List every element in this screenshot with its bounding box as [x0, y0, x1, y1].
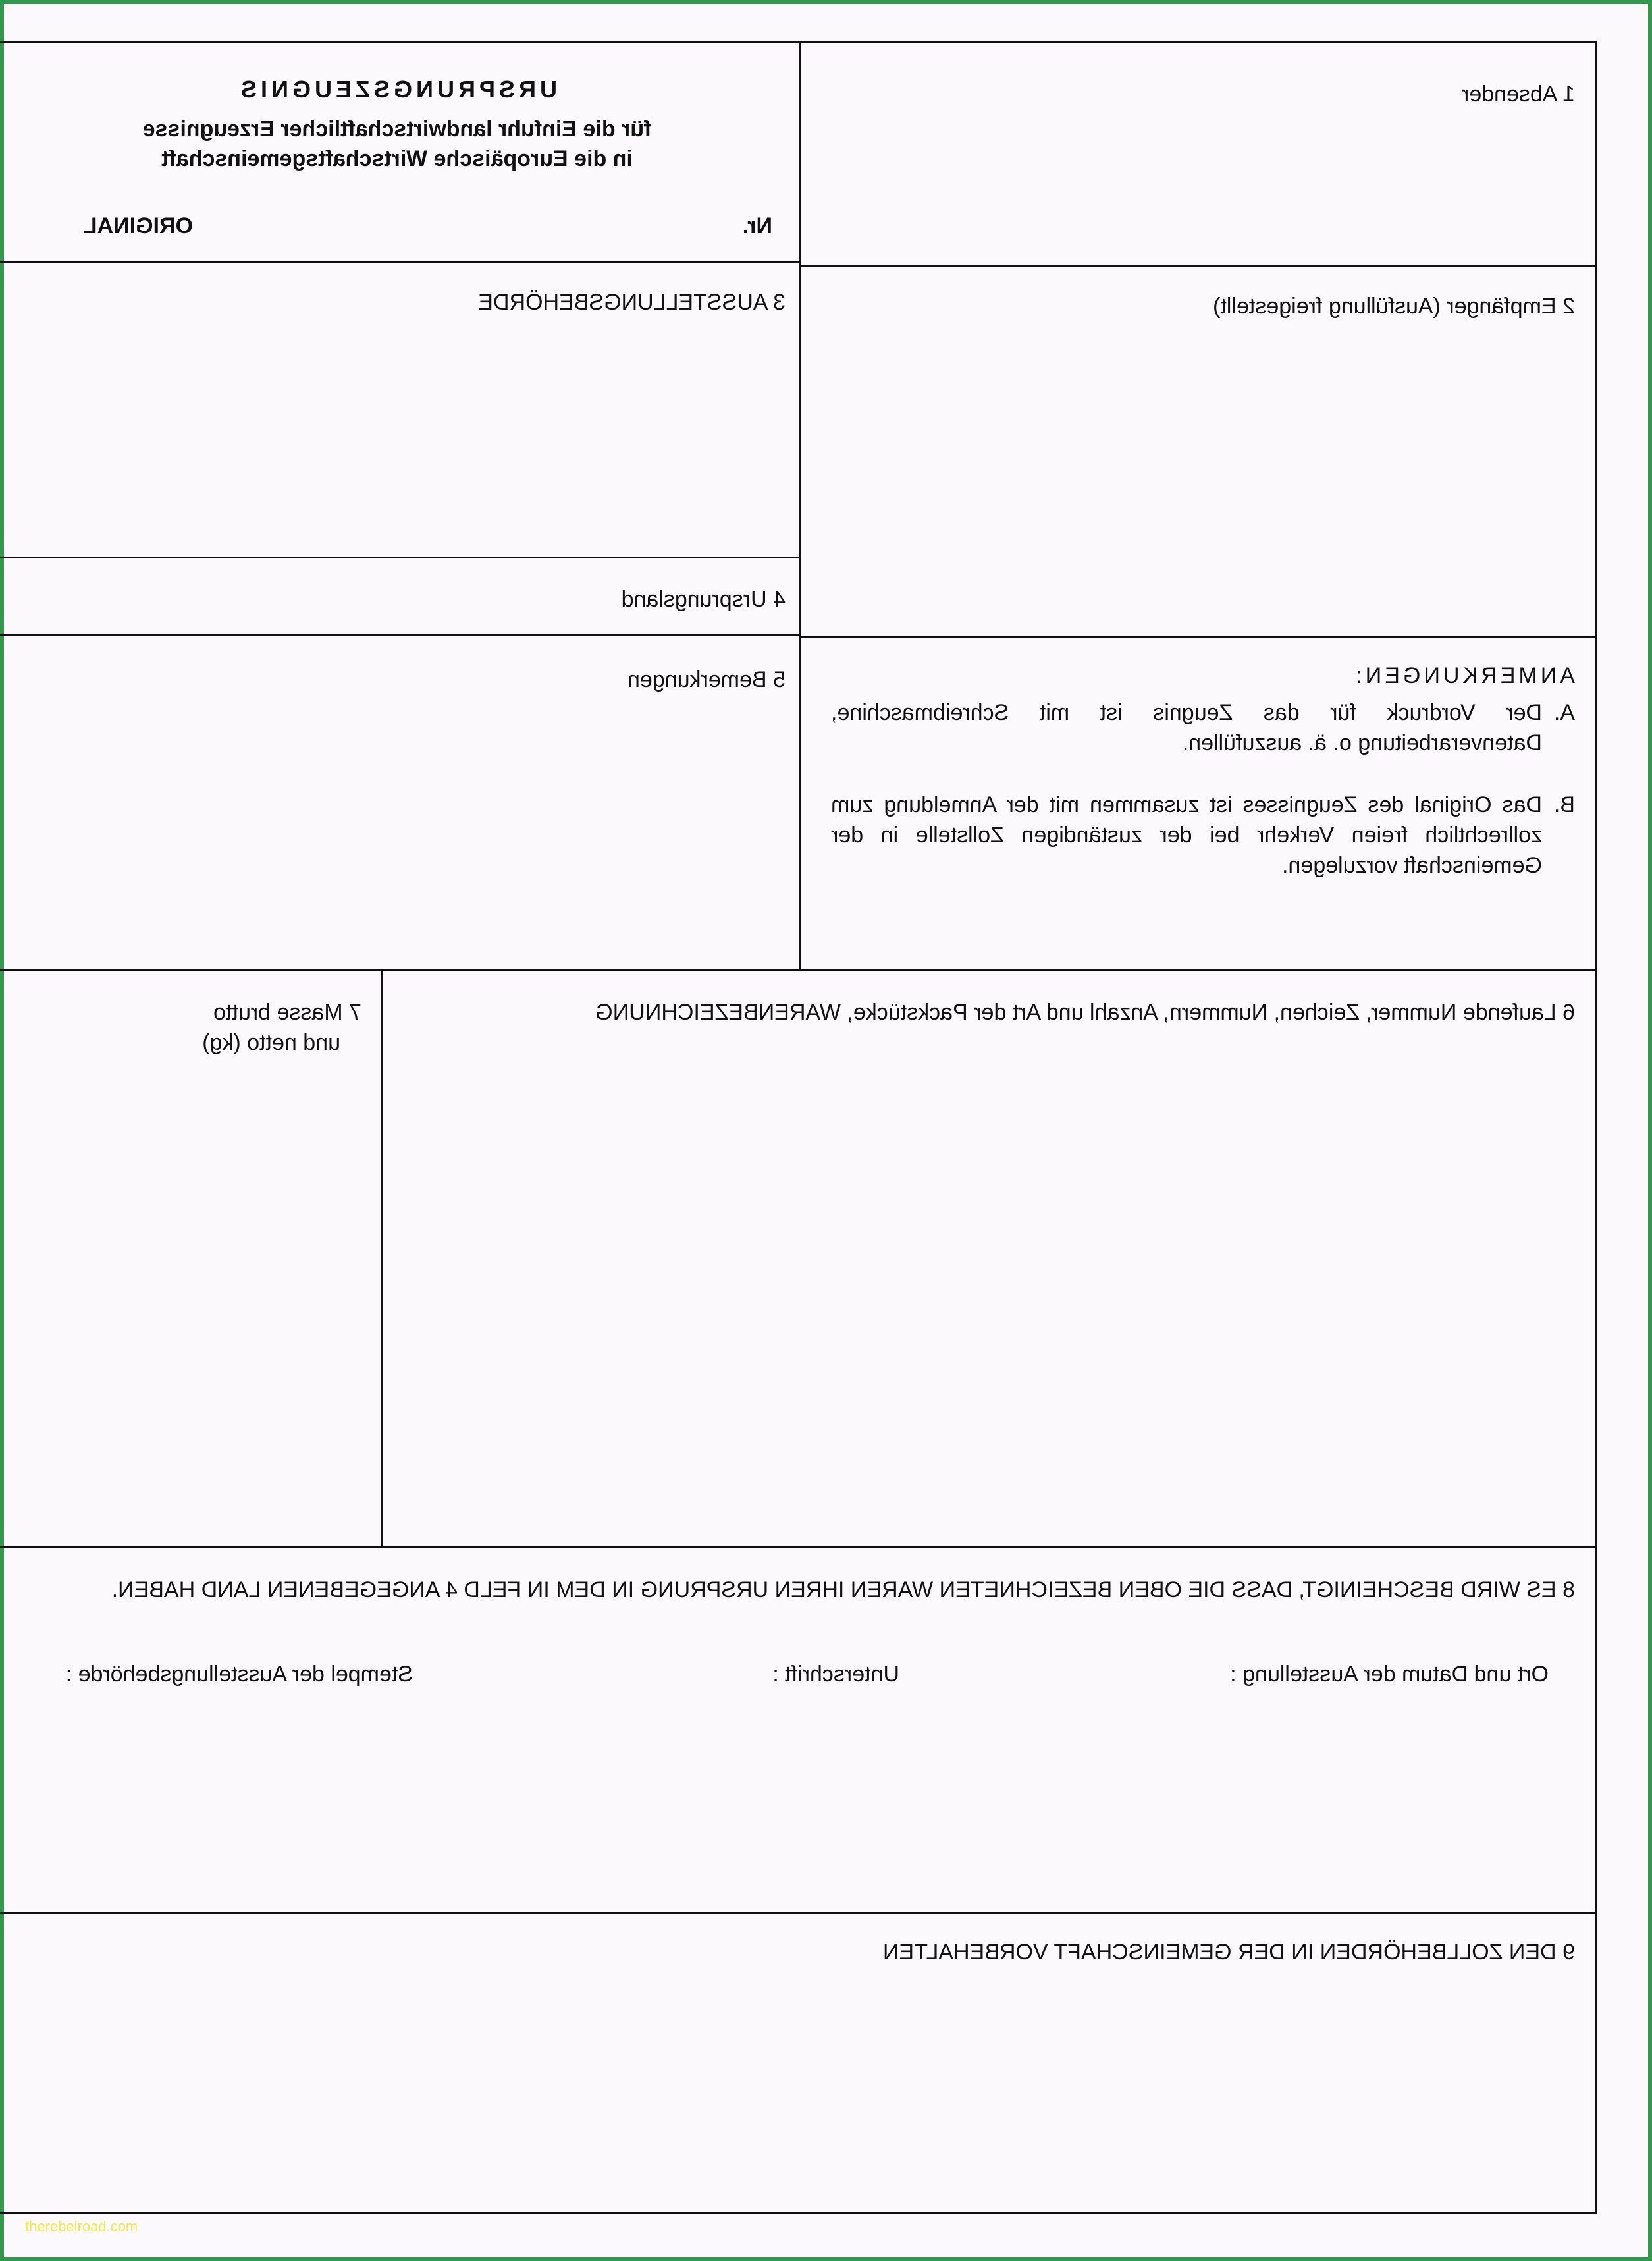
- field-9-label: 9 DEN ZOLLBEHÖRDEN IN DER GEMEINSCHAFT VORBEHALTEN: [882, 1940, 1575, 1965]
- field-2-label: 2 Empfänger (Ausfüllung freigestellt): [1213, 294, 1575, 319]
- field-5-remarks[interactable]: [0, 634, 801, 971]
- note-b-label: B.: [1553, 792, 1575, 817]
- field-2-consignee[interactable]: [799, 265, 1597, 638]
- field-3-label: 3 AUSSTELLUNGSBEHÖRDE: [478, 290, 786, 315]
- field-8-signature: Unterschrift :: [772, 1662, 899, 1687]
- notes-box: [799, 636, 1597, 971]
- document-title: URSPRUNGSZEUGNIS: [236, 76, 558, 103]
- field-1-label: 1 Absender: [1461, 82, 1575, 107]
- field-7-label-1: 7 Masse brutto: [213, 1000, 361, 1025]
- copy-type-label: ORIGINAL: [83, 213, 193, 238]
- certificate-number-label: Nr.: [742, 213, 772, 238]
- field-7-mass[interactable]: [0, 969, 383, 1548]
- field-3-issuing-authority[interactable]: [0, 261, 801, 558]
- note-b: [831, 790, 1575, 881]
- field-6-label: 6 Laufende Nummer, Zeichen, Nummern, Anzahl und Art der Packstücke, WARENBEZEICHNUNG: [595, 1000, 1575, 1025]
- note-a-text: Der Vordruck für das Zeugnis ist mit Schreibmaschine, Datenverarbeitung o. ä. auszufüllen.: [831, 700, 1542, 755]
- notes-list: [831, 698, 1575, 912]
- field-5-label: 5 Bemerkungen: [627, 667, 786, 692]
- field-6-goods-description[interactable]: [381, 969, 1597, 1548]
- field-8-place-date: Ort und Datum der Ausstellung :: [1230, 1662, 1549, 1687]
- field-7-label-2: und netto (kg): [202, 1030, 340, 1055]
- field-9-customs-use[interactable]: [0, 1912, 1597, 2214]
- field-4-country-of-origin[interactable]: [0, 557, 801, 636]
- title-block: [0, 41, 801, 263]
- note-a-label: A.: [1553, 700, 1575, 725]
- field-4-label: 4 Ursprungsland: [621, 587, 786, 612]
- document-subtitle-1: für die Einfuhr landwirtschaftlicher Erzeugnisse: [142, 117, 652, 142]
- note-b-text: Das Original des Zeugnisses ist zusammen mit der Anmeldung zum zollrechtlich freien Verkehr bei der zuständigen Zollstelle in der Gemeinschaft vorzulegen.: [831, 792, 1542, 878]
- notes-heading: ANMERKUNGEN:: [1352, 663, 1575, 688]
- field-1-sender[interactable]: [799, 41, 1597, 267]
- note-a: [831, 698, 1575, 759]
- field-8-label: 8 ES WIRD BESCHEINIGT, DASS DIE OBEN BEZEICHNETEN WAREN IHREN URSPRUNG IN DEM IN FELD 4 ANGEGEBENEN LAND HABEN.: [111, 1577, 1575, 1602]
- watermark-text: therebelroad.com: [25, 2218, 138, 2235]
- field-8-stamp: Stempel der Ausstellungsbehörde :: [65, 1662, 413, 1687]
- document-subtitle-2: in die Europäische Wirtschaftsgemeinschaft: [161, 146, 633, 171]
- field-8-certification[interactable]: [0, 1546, 1597, 1914]
